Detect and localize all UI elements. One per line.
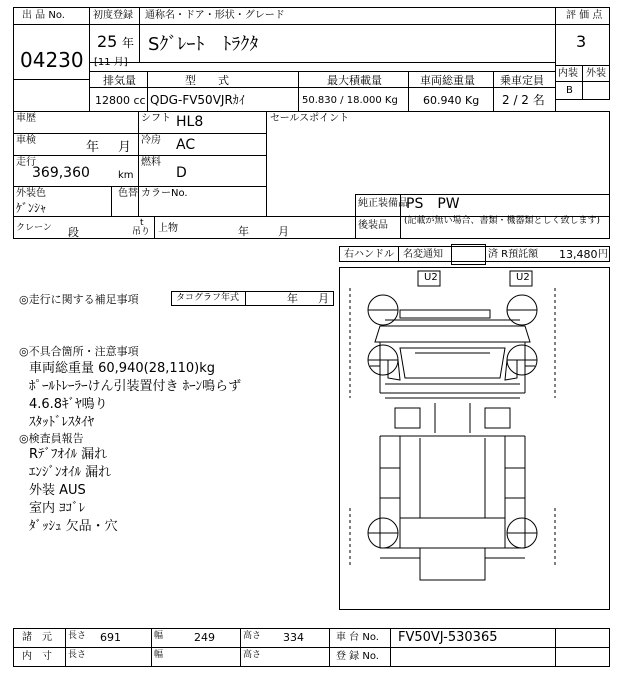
damage-mark-right: U2 bbox=[516, 272, 530, 283]
aftermarket-note: (記載が無い場合、書類・機器類としく致します) bbox=[404, 216, 601, 226]
ac-value: AC bbox=[176, 137, 196, 153]
handle-label: 右ハンドル bbox=[344, 249, 394, 260]
inspector-item: ﾀﾞｯｼｭ 欠品・穴 bbox=[29, 519, 118, 534]
interior-width-label: 幅 bbox=[154, 650, 164, 660]
defect-item: 車両総重量 60,940(28,110)kg bbox=[29, 361, 216, 376]
inspection-month: 月 bbox=[118, 140, 132, 155]
interior-grade: B bbox=[566, 85, 573, 96]
truck-wheels bbox=[368, 295, 537, 548]
capacity-label: 最大積載量 bbox=[327, 74, 382, 87]
inspector-item: Rﾃﾞﾌｵｲﾙ 漏れ bbox=[29, 447, 108, 462]
standard-equip-value: PS PW bbox=[406, 196, 460, 212]
capacity-value: 50.830 / 18.000 Kg bbox=[302, 95, 398, 106]
recycle-amount: 13,480 bbox=[559, 248, 598, 261]
recycle-label: 済 R預託額 bbox=[488, 249, 539, 260]
crane-label: クレーン bbox=[16, 223, 52, 233]
supplement-label: ◎走行に関する補足事項 bbox=[19, 293, 139, 306]
vehicle-name: Sｸﾞﾚｰﾄ ﾄﾗｸﾀ bbox=[148, 34, 259, 55]
mileage-unit: km bbox=[118, 170, 134, 181]
tacho-label: タコグラフ年式 bbox=[176, 293, 240, 303]
defect-item: ｽﾀｯﾄﾞﾚｽﾀｲﾔ bbox=[29, 415, 94, 430]
interior-height-label: 高さ bbox=[243, 650, 262, 660]
history-label: 車歴 bbox=[16, 113, 36, 124]
color-change-label: 色替 bbox=[118, 188, 138, 199]
length-value: 691 bbox=[100, 631, 121, 644]
inspector-item: 外装 AUS bbox=[29, 483, 86, 498]
name-label: 通称名・ドア・形状・グレード bbox=[145, 10, 285, 21]
first-reg-label: 初度登録 bbox=[93, 10, 133, 21]
length-label: 長さ bbox=[68, 631, 87, 641]
inspector-item: ｴﾝｼﾞﾝｵｲﾙ 漏れ bbox=[29, 465, 112, 480]
height-label: 高さ bbox=[243, 631, 262, 641]
crane-stage: 段 bbox=[68, 226, 79, 239]
seats-label: 乗車定員 bbox=[500, 74, 544, 87]
defect-item: 4.6.8ｷﾞﾔ鳴り bbox=[29, 397, 108, 412]
name-change-label: 名変通知 bbox=[403, 249, 443, 260]
lift-year: 年 bbox=[238, 225, 249, 238]
exterior-label: 外装 bbox=[586, 68, 606, 79]
shift-label: シフト bbox=[141, 113, 171, 124]
inspector-item: 室内 ﾖｺﾞﾚ bbox=[29, 501, 86, 516]
mileage-value: 369,360 bbox=[32, 165, 90, 181]
interior-length-label: 長さ bbox=[68, 650, 87, 660]
model-label: 型 式 bbox=[185, 74, 229, 87]
reg-year-unit: 年 bbox=[122, 36, 135, 50]
crane-ton: t bbox=[140, 218, 144, 228]
mileage-label: 走行 bbox=[16, 157, 36, 168]
lot-label: 出 品 No. bbox=[22, 10, 65, 21]
damage-mark-left: U2 bbox=[424, 272, 438, 283]
reg-month: [11 月] bbox=[94, 57, 128, 68]
aftermarket-label: 後装品 bbox=[358, 220, 388, 231]
interior-label: 内装 bbox=[558, 68, 578, 79]
displacement-label: 排気量 bbox=[103, 74, 136, 87]
ac-label: 冷房 bbox=[141, 135, 161, 146]
inspection-label: 車検 bbox=[16, 135, 36, 146]
lot-number: 04230 bbox=[20, 48, 84, 72]
color-label: 外装色 bbox=[16, 188, 46, 199]
standard-equip-label: 純正装備品 bbox=[358, 198, 408, 209]
score-label: 評 価 点 bbox=[566, 10, 603, 21]
color-code-label: カラーNo. bbox=[141, 188, 188, 199]
gross-label: 車両総重量 bbox=[420, 74, 475, 87]
displacement-value: 12800 cc bbox=[95, 94, 146, 107]
fuel-label: 燃料 bbox=[141, 157, 161, 168]
seats-value: 2 / 2 名 bbox=[502, 93, 545, 107]
reg-year: 25 bbox=[97, 32, 118, 51]
inspector-header: ◎検査員報告 bbox=[19, 432, 84, 445]
recycle-unit: 円 bbox=[598, 249, 608, 260]
chassis-value: FV50VJ-530365 bbox=[398, 630, 498, 645]
height-value: 334 bbox=[283, 631, 304, 644]
color-value: ｹﾞﾝｼｬ bbox=[16, 201, 47, 215]
defects-header: ◎不具合箇所・注意事項 bbox=[19, 345, 139, 358]
tacho-month: 月 bbox=[318, 292, 329, 305]
reg-no-label: 登 録 No. bbox=[336, 651, 379, 662]
inspection-year: 年 bbox=[86, 140, 100, 155]
fuel-value: D bbox=[176, 165, 187, 181]
interior-dims-label: 内 寸 bbox=[22, 651, 52, 662]
lift-label: 上物 bbox=[158, 223, 178, 234]
width-value: 249 bbox=[194, 631, 215, 644]
crane-hang: 吊り bbox=[132, 227, 151, 237]
chassis-label: 車 台 No. bbox=[336, 632, 379, 643]
score-value: 3 bbox=[576, 32, 587, 51]
gross-value: 60.940 Kg bbox=[423, 94, 480, 107]
shift-value: HL8 bbox=[176, 114, 204, 130]
sales-points-label: セールスポイント bbox=[270, 113, 350, 124]
truck-diagram bbox=[340, 268, 610, 610]
defect-item: ﾎﾟｰﾙﾄﾚｰﾗｰけん引装置付き ﾎｰﾝ鳴らず bbox=[29, 379, 242, 394]
width-label: 幅 bbox=[154, 631, 164, 641]
lift-month: 月 bbox=[278, 225, 289, 238]
tacho-year: 年 bbox=[287, 292, 298, 305]
model-value: QDG-FV50VJRｶｲ bbox=[150, 93, 245, 107]
dims-label: 諸 元 bbox=[22, 632, 52, 643]
wheel-dashes bbox=[350, 288, 555, 568]
